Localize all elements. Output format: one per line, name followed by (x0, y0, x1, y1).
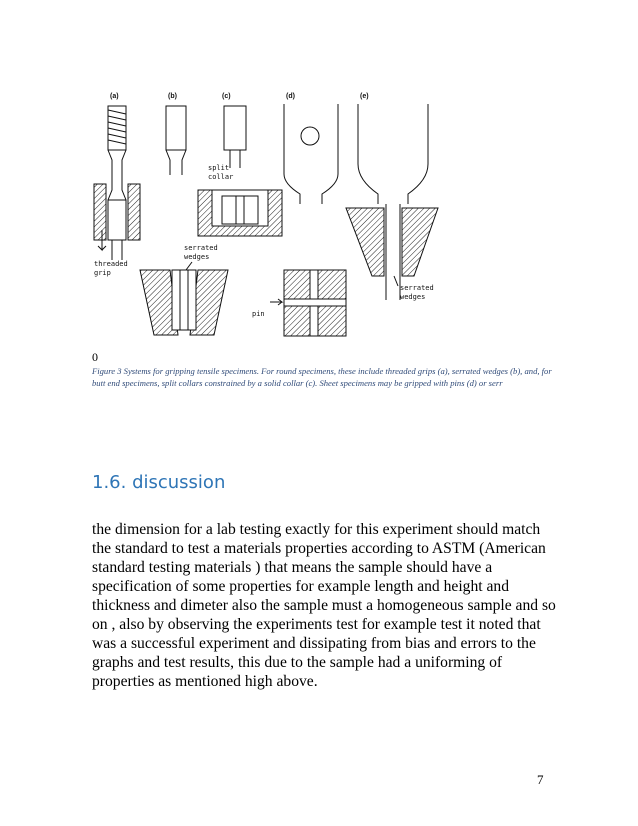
round-specimen-b (166, 106, 186, 175)
serrated-wedges-note-e-line1: serrated (400, 284, 434, 292)
section-heading: 1.6. discussion (92, 472, 226, 493)
gripping-systems-figure (88, 80, 488, 350)
label-e: (e) (360, 93, 369, 100)
label-a: (a) (110, 93, 119, 100)
body-paragraph: the dimension for a lab testing exactly for this experiment should match the standard to test a materials properties according to ASTM (American standard testing materials ) that means the sample should have a specification of some properties for example length and height and thickness and dimeter also the sample must a homogeneous sample and so on , also by observing the experiments test for example test it noted that was a successful experiment and dissipating from bias and errors to the graphs and test results, this due to the sample had a uniforming of properties as mentioned high above. (92, 521, 556, 690)
sheet-specimen-e (358, 104, 428, 300)
figure-drawing (88, 80, 488, 350)
page-number: 7 (537, 772, 544, 787)
serrated-wedges-note-b-line2: wedges (184, 253, 210, 261)
serrated-wedges-note-e-line2: wedges (400, 293, 426, 301)
serrated-wedge-grip-b (140, 262, 228, 335)
split-collar-grip-c (198, 190, 282, 236)
split-collar-note-line2: collar (208, 173, 234, 181)
threaded-specimen-a (108, 106, 126, 260)
label-d: (d) (286, 93, 295, 100)
serrated-wedge-grip-e (346, 208, 438, 286)
label-b: (b) (168, 93, 177, 100)
figure-caption: Figure 3 Systems for gripping tensile specimens. For round specimens, these include threaded grips (a), serrated wedges (b), and, for butt end specimens, split collars constrained by a solid collar (c). Sheet specimens may be gripped with pins (d) or serr (92, 366, 552, 388)
pin-note: pin (252, 310, 265, 318)
sheet-specimen-d (284, 104, 338, 204)
serrated-wedges-note-b-line1: serrated (184, 244, 218, 252)
split-collar-note-line1: split (208, 164, 230, 172)
threaded-grip-note-line1: threaded (94, 260, 128, 268)
label-c: (c) (222, 93, 231, 100)
pin-grip-d (270, 270, 346, 336)
button-end-specimen-c (224, 106, 246, 168)
threaded-grip-note-line2: grip (94, 269, 111, 277)
zero-marker: 0 (92, 350, 98, 364)
